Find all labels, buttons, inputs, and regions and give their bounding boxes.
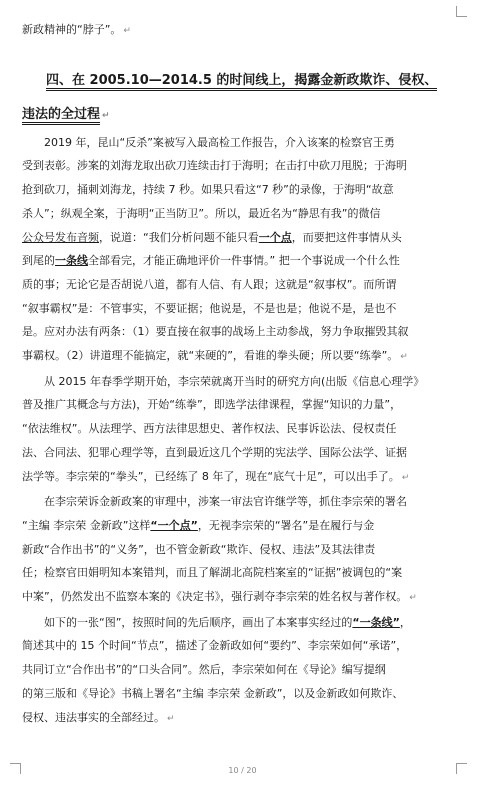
text-line: 在李宗荣诉金新政案的审理中，涉案一审法官许继学等，抓住李宗荣的署名 (44, 495, 407, 509)
text-line: 新政“合作出书”的“义务”，也不管金新政“欺诈、侵权、违法”及其法律责 (22, 542, 376, 556)
page-corner-mark (456, 6, 467, 17)
text-line: 杀人”；纵观全案，于海明“正当防卫”。所以，最近名为“静思有我”的微信 (22, 206, 381, 220)
text-line: 从 2015 年春季学期开始，李宗荣就离开当时的研究方向(出版《信息心理学》 (44, 374, 425, 388)
emphasis-text: “一个点” (150, 518, 198, 532)
text-line: 到尾的一条线全部看完，才能正确地评价一件事情。” 把一个事说成一个什么性 (22, 254, 400, 268)
text-line: 抢到砍刀，捅刺刘海龙，持续 7 秒。如果只看这“7 秒”的录像，于海明“故意 (22, 183, 394, 197)
page-number: 10 / 20 (228, 766, 257, 775)
text-line: 如下的一张“图”，按照时间的先后顺序，画出了本案事实经过的“一条线”， (44, 615, 411, 629)
emphasis-text: “一条线” (352, 615, 400, 629)
text-line: 的第三版和《导论》书稿上署名“主编 李宗荣 金新政”，以及金新政如何欺诈、 (22, 686, 404, 700)
text-line: 受到表彰。涉案的刘海龙取出砍刀连续击打于海明；在击打中砍刀甩脱；于海明 (22, 159, 407, 173)
text-line: 侵权、违法事实的全部经过。 ↵ (22, 710, 175, 724)
text-line: 法、合同法、犯罪心理学等，直到最近这几个学期的宪法学、国际公法学、证据 (22, 445, 407, 459)
text-line: 共同订立“合作出书”的“口头合同”。然后，李宗荣如何在《导论》编写提纲 (22, 663, 386, 677)
section-heading: 四、在 2005.10—2014.5 的时间线上，揭露金新政欺诈、侵权、 (22, 72, 463, 90)
text-line: 普及推广其概念与方法)，开始“练拳”，即选学法律课程，掌握“知识的力量”， (22, 398, 402, 412)
text-line: “叙事霸权”是：不管事实，不要证据；他说是，不是也是；他说不是，是也不 (22, 301, 397, 315)
text-line: 公众号发布音频，说道：“我们分析问题不能只看一个点，而要把这件事情从头 (22, 230, 402, 244)
text-line: 中案”，仍然发出不监察本案的《决定书》，强行剥夺李宗荣的姓名权与著作权。 ↵ (22, 590, 417, 604)
paragraph-mark-icon: ↵ (123, 26, 131, 36)
paragraph-mark-icon: ↵ (409, 593, 417, 604)
paragraph-mark-icon: ↵ (401, 472, 410, 483)
text-line: 质的事；无论它是否胡说八道，都有人信、有人跟；这就是“叙事权”。而所谓 (22, 277, 397, 291)
paragraph-mark-icon: ↵ (102, 110, 110, 121)
text-line: 是。应对办法有两条：（1）要直接在叙事的战场上主动参战，努力争取摧毁其叙 (22, 325, 409, 339)
text-line: “主编 李宗荣 金新政”这样“一个点”，无视李宗荣的“署名”是在履行与金 (22, 518, 375, 532)
emphasis-text: 一条线 (55, 254, 88, 268)
text-line: 2019 年，昆山“反杀”案被写入最高检工作报告，介入该案的检察官王勇 (44, 135, 395, 149)
hyperlink-text[interactable]: 公众号发布音频 (22, 230, 99, 244)
paragraph-mark-icon: ↵ (167, 713, 175, 724)
section-heading-continued: 违法的全过程 ↵ (22, 106, 463, 125)
text-line: 新政精神的“脖子”。 ↵ (22, 23, 131, 36)
paragraph-mark-icon: ↵ (400, 352, 408, 363)
text-line: 法学等。李宗荣的“拳头”，已经练了 8 年了，现在“底气十足”，可以出手了。 ↵ (22, 469, 410, 483)
text-line: “依法维权”。从法理学、西方法律思想史、著作权法、民事诉讼法、侵权责任 (22, 422, 397, 436)
text-line: 简述其中的 15 个时间“节点”，描述了金新政如何“要约”、李宗荣如何“承诺”， (22, 639, 408, 653)
emphasis-text: 一个点 (258, 230, 292, 244)
document-page (22, 18, 463, 731)
text-line: 事霸权。（2）讲道理不能搞定，就“来硬的”，看谁的拳头硬；所以要“练拳”。 ↵ (22, 349, 408, 363)
text-line: 任；检察官田娟明知本案错判，而且了解湖北高院档案室的“证据”被调包的“案 (22, 566, 403, 580)
